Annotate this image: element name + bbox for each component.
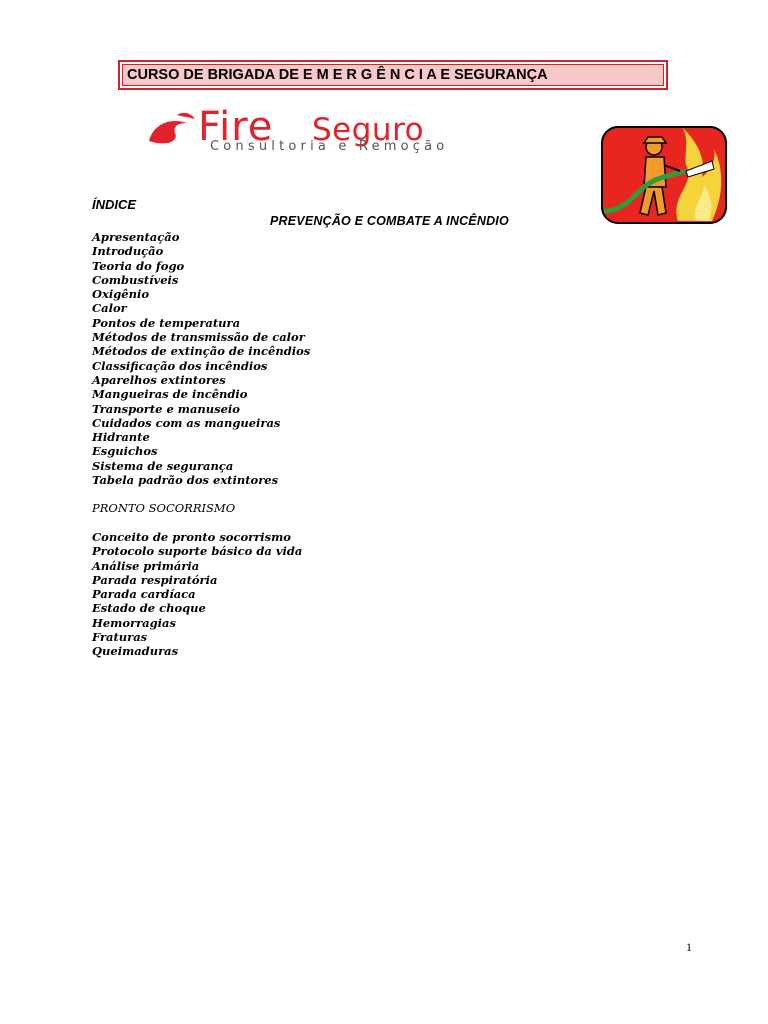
- toc-item: Pontos de temperatura: [92, 315, 241, 330]
- toc-item: Apresentação: [92, 230, 180, 244]
- logo-word-fire: Fire: [198, 104, 274, 150]
- toc-item: Transporte e manuseio: [92, 401, 240, 416]
- course-title: CURSO DE BRIGADA DE E M E R G Ê N C I A E SEGURANÇA: [122, 64, 664, 86]
- toc-item: Análise primária: [92, 558, 200, 573]
- toc-item: Queimaduras: [92, 644, 179, 659]
- firefighter-hose-icon: [600, 125, 728, 225]
- toc-item: Tabela padrão dos extintores: [92, 473, 279, 488]
- toc-item: Calor: [92, 301, 127, 316]
- toc-item: Oxigênio: [92, 287, 150, 302]
- toc-item: Combustíveis: [92, 272, 179, 287]
- toc-item: Protocolo suporte básico da vida: [92, 544, 303, 559]
- toc-item: Parada cardíaca: [92, 587, 196, 602]
- page-number: 1: [686, 940, 692, 954]
- toc-item: Fraturas: [92, 630, 148, 645]
- toc-item: Hemorragias: [92, 615, 176, 630]
- section-title-prevencao: PREVENÇÃO E COMBATE A INCÊNDIO: [270, 214, 509, 228]
- toc-list-prevencao: [92, 230, 310, 487]
- toc-item: Esguichos: [92, 444, 158, 459]
- toc-item: Introdução: [92, 244, 164, 259]
- toc-item: Cuidados com as mangueiras: [92, 415, 281, 430]
- logo-tagline: Consultoria e Remoção: [210, 139, 449, 154]
- toc-item: Parada respiratória: [92, 572, 218, 587]
- toc-item: Aparelhos extintores: [92, 372, 226, 387]
- flame-swoosh-icon: [147, 111, 197, 149]
- course-title-box: [118, 60, 668, 90]
- toc-item: Estado de choque: [92, 601, 206, 616]
- toc-item: Mangueiras de incêndio: [92, 387, 248, 402]
- toc-item: Métodos de extinção de incêndios: [92, 344, 311, 359]
- toc-item: Métodos de transmissão de calor: [92, 330, 305, 345]
- logo-word-seguro: Seguro: [312, 112, 425, 148]
- toc-list-pronto-socorrismo: [92, 530, 302, 659]
- toc-item: Classificação dos incêndios: [92, 358, 268, 373]
- toc-item: Conceito de pronto socorrismo: [92, 530, 291, 544]
- index-heading: ÍNDICE: [92, 197, 137, 212]
- section-title-pronto-socorrismo: PRONTO SOCORRISMO: [92, 501, 236, 515]
- toc-item: Hidrante: [92, 430, 150, 445]
- toc-item: Sistema de segurança: [92, 458, 234, 473]
- fireseguro-logo: [120, 105, 600, 161]
- toc-item: Teoria do fogo: [92, 258, 185, 273]
